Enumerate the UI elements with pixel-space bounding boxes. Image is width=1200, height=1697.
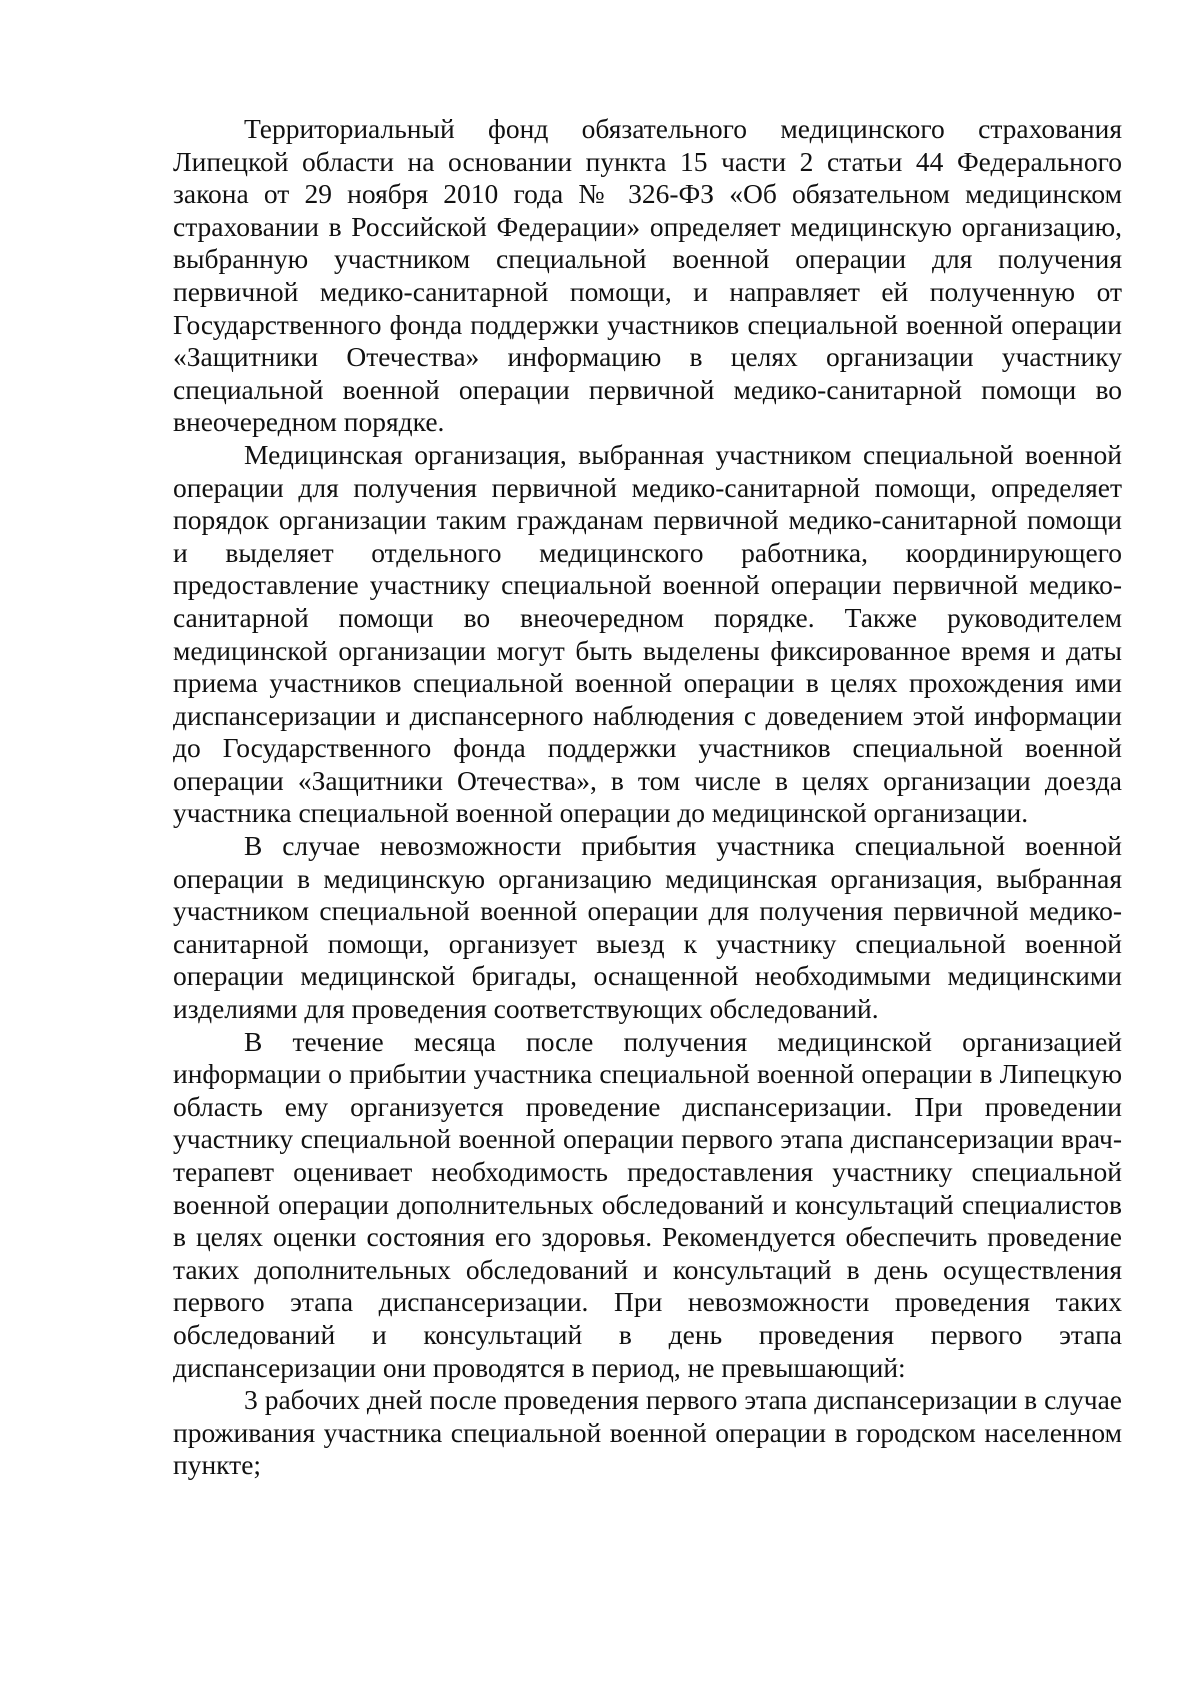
document-page <box>173 113 1122 1482</box>
paragraph-5: 3 рабочих дней после проведения первого этапа диспансеризации в случае проживания участника специальной военной операции в городском населенном пункте; <box>173 1384 1122 1481</box>
paragraph-2: Медицинская организация, выбранная участником специальной военной операции для получения первичной медико-санитарной помощи, определяет порядок организации таким гражданам первичной медико-санитарной помощи и выделяет отдельного медицинского работника, координирующего предоставление участнику специальной военной операции первичной медико-санитарной помощи во внеочередном порядке. Также руководителем медицинской организации могут быть выделены фиксированное время и даты приема участников специальной военной операции в целях прохождения ими диспансеризации и диспансерного наблюдения с доведением этой информации до Государственного фонда поддержки участников специальной военной операции «Защитники Отечества», в том числе в целях организации доезда участника специальной военной операции до медицинской организации. <box>173 438 1122 829</box>
paragraph-4: В течение месяца после получения медицинской организацией информации о прибытии участника специальной военной операции в Липецкую область ему организуется проведение диспансеризации. При проведении участнику специальной военной операции первого этапа диспансеризации врач-терапевт оценивает необходимость предоставления участнику специальной военной операции дополнительных обследований и консультаций специалистов в целях оценки состояния его здоровья. Рекомендуется обеспечить проведение таких дополнительных обследований и консультаций в день осуществления первого этапа диспансеризации. При невозможности проведения таких обследований и консультаций в день проведения первого этапа диспансеризации они проводятся в период, не превышающий: <box>173 1025 1122 1383</box>
paragraph-1: Территориальный фонд обязательного медицинского страхования Липецкой области на основании пункта 15 части 2 статьи 44 Федерального закона от 29 ноября 2010 года № 326-ФЗ «Об обязательном медицинском страховании в Российской Федерации» определяет медицинскую организацию, выбранную участником специальной военной операции для получения первичной медико-санитарной помощи, и направляет ей полученную от Государственного фонда поддержки участников специальной военной операции «Защитники Отечества» информацию в целях организации участнику специальной военной операции первичной медико-санитарной помощи во внеочередном порядке. <box>173 113 1122 438</box>
paragraph-3: В случае невозможности прибытия участника специальной военной операции в медицинскую организацию медицинская организация, выбранная участником специальной военной операции для получения первичной медико-санитарной помощи, организует выезд к участнику специальной военной операции медицинской бригады, оснащенной необходимыми медицинскими изделиями для проведения соответствующих обследований. <box>173 830 1122 1025</box>
